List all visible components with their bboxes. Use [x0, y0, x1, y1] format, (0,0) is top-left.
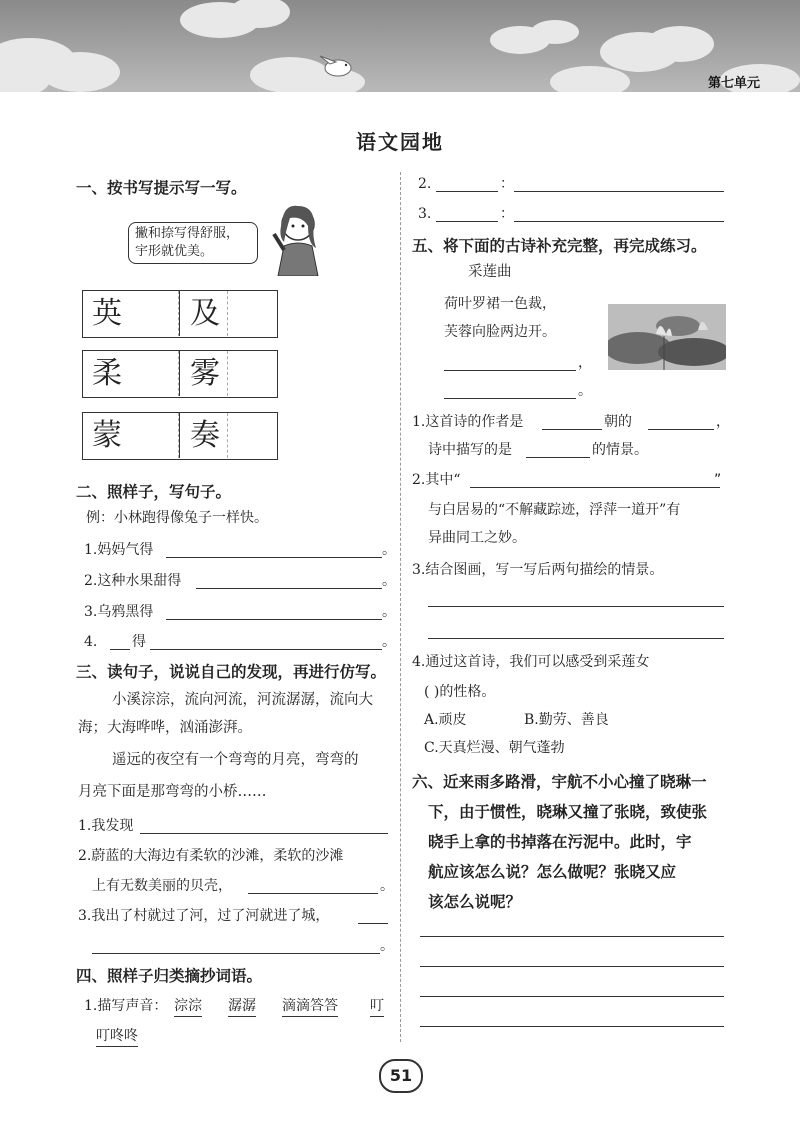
s3-q3: 3.我出了村就过了河，过了河就进了城， — [78, 908, 330, 924]
answer-line[interactable] — [196, 588, 382, 589]
answer-line[interactable] — [428, 638, 724, 639]
poem-line-1: 荷叶罗裙一色裁， — [444, 296, 556, 312]
s3-passage-2b: 月亮下面是那弯弯的小桥…… — [78, 784, 267, 800]
r-n3: 3. — [418, 206, 432, 222]
answer-line[interactable] — [648, 429, 714, 430]
answer-line[interactable] — [420, 966, 724, 967]
answer-line[interactable] — [420, 1026, 724, 1027]
cloud-decoration — [0, 0, 800, 92]
answer-line[interactable] — [514, 221, 724, 222]
speech-bubble: 撇和捺写得舒服，宇形就优美。 — [128, 222, 258, 264]
hanzi-char: 奏 — [190, 418, 220, 453]
section6-line-2: 下，由于惯性，晓琳又撞了张晓，致使张 — [428, 803, 708, 821]
header-banner — [0, 0, 800, 92]
hanzi-char: 英 — [92, 296, 122, 331]
answer-line[interactable] — [514, 191, 724, 192]
answer-line[interactable] — [526, 457, 590, 458]
word: 滴滴答答 — [282, 996, 338, 1017]
r-n2: 2. — [418, 176, 432, 192]
section6-line-3: 晓手上拿的书掉落在污泥中。此时，宇 — [428, 833, 692, 851]
answer-line[interactable] — [420, 996, 724, 997]
example-sentence: 例：小林跑得像兔子一样快。 — [86, 510, 268, 526]
period: 。 — [380, 938, 394, 954]
answer-line[interactable] — [428, 606, 724, 607]
s5-q3: 3.结合图画，写一写后两句描绘的情景。 — [412, 562, 664, 578]
char-grid-row-3 — [82, 412, 278, 460]
hanzi-char: 及 — [190, 296, 220, 331]
word: 淙淙 — [174, 996, 202, 1017]
period: 。 — [382, 634, 396, 650]
section6-line-1: 六、近来雨多路滑，宇航不小心撞了晓琳一 — [412, 773, 707, 791]
s5-q2a: 2.其中“ — [412, 472, 461, 488]
answer-line[interactable] — [150, 649, 382, 650]
option-c[interactable]: C.天真烂漫、朝气蓬勃 — [424, 740, 565, 756]
period: 。 — [578, 383, 592, 399]
s3-passage-2a: 遥远的夜空有一个弯弯的月亮，弯弯的 — [112, 752, 359, 768]
answer-line[interactable] — [248, 893, 378, 894]
answer-line[interactable] — [140, 833, 388, 834]
option-b[interactable]: B.勤劳、善良 — [524, 712, 609, 728]
s3-passage-1b: 海；大海哗哗，汹涌澎湃。 — [78, 720, 252, 736]
s2-item-3: 3.乌鸦黑得 — [84, 604, 154, 620]
s5-q1d: 诗中描写的是 — [428, 442, 512, 458]
word: 叮 — [370, 996, 384, 1017]
section2-heading: 二、照样子，写句子。 — [76, 483, 232, 501]
s3-passage-1a: 小溪淙淙，流向河流，河流潺潺，流向大 — [112, 692, 373, 708]
answer-line[interactable] — [420, 936, 724, 937]
answer-line[interactable] — [110, 649, 130, 650]
s5-q1b: 朝的 — [604, 414, 632, 430]
char-grid-row-1 — [82, 290, 278, 338]
s5-q1e: 的情景。 — [592, 442, 648, 458]
answer-line[interactable] — [436, 191, 498, 192]
answer-line[interactable] — [92, 953, 380, 954]
s3-q2a: 2.蔚蓝的大海边有柔软的沙滩，柔软的沙滩 — [78, 848, 344, 864]
s2-item-4-de: 得 — [132, 634, 146, 650]
answer-line[interactable] — [166, 557, 382, 558]
section4-heading: 四、照样子归类摘抄词语。 — [76, 967, 263, 985]
s3-q1: 1.我发现 — [78, 818, 134, 834]
poem-title: 采莲曲 — [468, 264, 512, 280]
option-a[interactable]: A.顽皮 — [424, 712, 467, 728]
unit-label: 第七单元 — [707, 76, 760, 91]
s3-q2b: 上有无数美丽的贝壳， — [92, 878, 232, 894]
word: 潺潺 — [228, 996, 256, 1017]
page-title: 语文园地 — [356, 130, 444, 154]
column-divider — [400, 172, 401, 1042]
s5-q2d: 异曲同工之妙。 — [428, 530, 526, 546]
answer-line[interactable] — [542, 429, 602, 430]
poem-line-2: 芙蓉向脸两边开。 — [444, 324, 556, 340]
hanzi-char: 雾 — [190, 356, 220, 391]
girl-illustration — [262, 196, 332, 276]
period: 。 — [382, 573, 396, 589]
s2-item-4: 4. — [84, 634, 98, 650]
section5-heading: 五、将下面的古诗补充完整，再完成练习。 — [412, 237, 707, 255]
s2-item-1: 1.妈妈气得 — [84, 542, 154, 558]
s5-q1a: 1.这首诗的作者是 — [412, 414, 524, 430]
period: 。 — [380, 878, 394, 894]
answer-line[interactable] — [166, 619, 382, 620]
section6-line-5: 该怎么说呢？ — [428, 893, 522, 911]
answer-line[interactable] — [444, 370, 576, 371]
s5-q2c: 与白居易的“不解藏踪迹，浮萍一道开”有 — [428, 502, 681, 518]
comma: ， — [716, 414, 730, 430]
hanzi-char: 蒙 — [92, 418, 122, 453]
s5-q4a: 4.通过这首诗，我们可以感受到采莲女 — [412, 654, 650, 670]
close-quote: ” — [714, 472, 722, 488]
answer-line[interactable] — [358, 923, 388, 924]
page-number: 51 — [379, 1059, 423, 1093]
word: 叮咚咚 — [96, 1026, 138, 1047]
period: 。 — [382, 542, 396, 558]
lotus-picture — [608, 304, 726, 370]
answer-line[interactable] — [444, 398, 576, 399]
s4-item1-label: 1.描写声音： — [84, 998, 168, 1014]
answer-line[interactable] — [470, 487, 720, 488]
s5-q4b: ( )的性格。 — [424, 684, 496, 700]
char-grid-row-2 — [82, 350, 278, 398]
colon: ： — [500, 176, 514, 192]
answer-line[interactable] — [436, 221, 498, 222]
comma: ， — [578, 355, 592, 371]
colon: ： — [500, 206, 514, 222]
period: 。 — [382, 604, 396, 620]
s2-item-2: 2.这种水果甜得 — [84, 573, 182, 589]
hanzi-char: 柔 — [92, 356, 122, 391]
section1-heading: 一、按书写提示写一写。 — [76, 179, 247, 197]
section6-line-4: 航应该怎么说？怎么做呢？张晓又应 — [428, 863, 677, 881]
section3-heading: 三、读句子，说说自己的发现，再进行仿写。 — [76, 663, 387, 681]
